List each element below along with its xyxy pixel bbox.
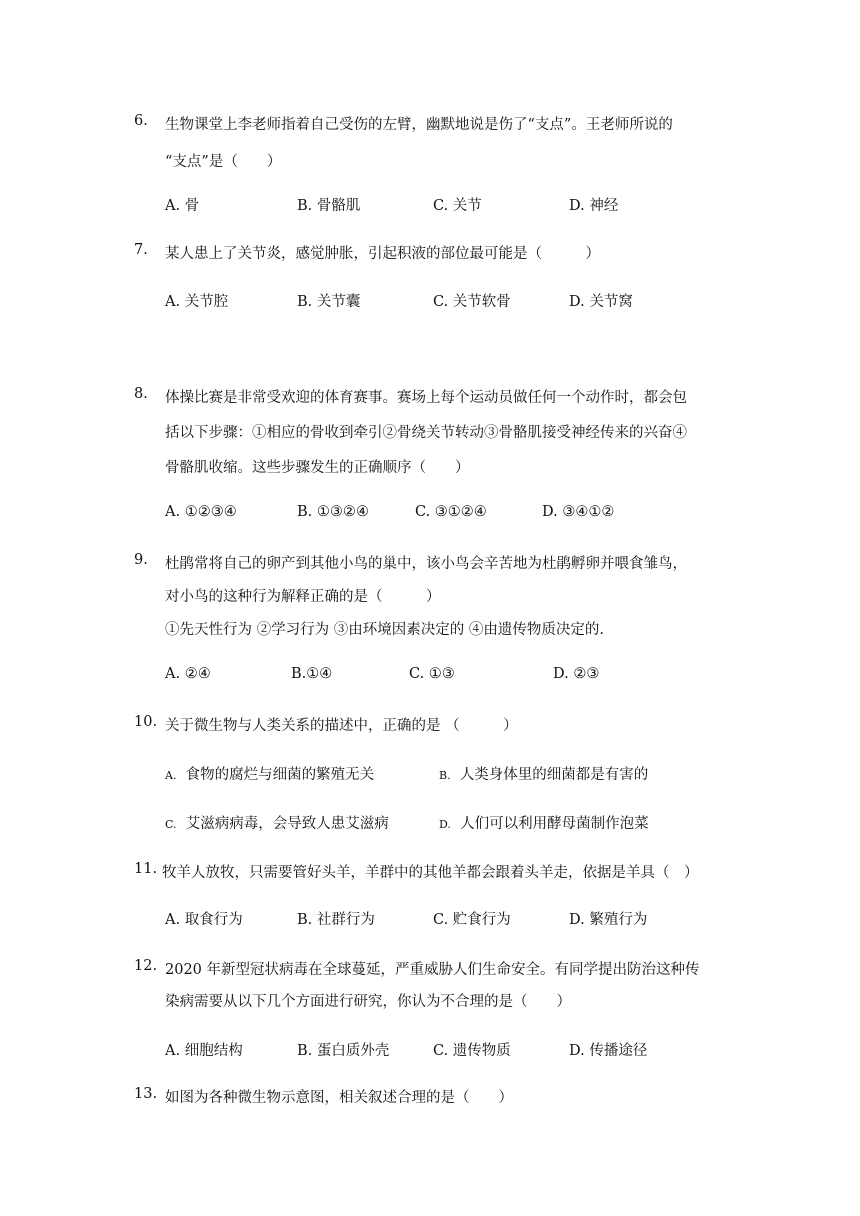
options-row — [165, 1039, 725, 1059]
options-row — [165, 194, 725, 214]
option-label: B. — [291, 666, 307, 682]
options-row — [165, 908, 725, 928]
question-number: 12. — [134, 958, 158, 974]
option-label: C. — [433, 912, 449, 928]
option-a[interactable] — [165, 908, 243, 929]
option-text: 人们可以利用酵母菌制作泡菜 — [460, 816, 649, 832]
option-text: ③④①② — [562, 504, 615, 520]
option-text: ①④ — [306, 666, 333, 682]
option-text: 蛋白质外壳 — [316, 1043, 390, 1059]
option-text: ①②③④ — [184, 504, 237, 520]
option-text: 神经 — [589, 198, 619, 214]
option-d[interactable] — [553, 666, 599, 682]
question-number: 10. — [134, 714, 158, 730]
stem-line: 2020 年新型冠状病毒在全球蔓延，严重威胁人们生命安全。有同学提出防治这种传 — [165, 962, 700, 978]
option-label: B. — [439, 769, 451, 782]
option-c[interactable] — [433, 1039, 511, 1060]
option-label: C. — [409, 666, 425, 682]
option-text: ③①②④ — [434, 504, 487, 520]
option-text: 人类身体里的细菌都是有害的 — [459, 767, 649, 783]
option-label: B. — [297, 504, 313, 520]
option-text: 社群行为 — [316, 912, 375, 928]
stem-line: 染病需要从以下几个方面进行研究，你认为不合理的是（ ） — [165, 994, 571, 1010]
option-c[interactable] — [433, 194, 482, 215]
option-label: B. — [297, 912, 313, 928]
question-number: 9. — [134, 552, 148, 568]
question-stem — [165, 113, 725, 171]
stem-line: ①先天性行为 ②学习行为 ③由环境因素决定的 ④由遗传物质决定的. — [165, 622, 604, 638]
option-label: A. — [165, 666, 181, 682]
stem-line: 括以下步骤：①相应的骨收到牵引②骨绕关节转动③骨骼肌接受神经传来的兴奋④ — [165, 425, 687, 441]
option-label: D. — [439, 818, 451, 831]
option-label: A. — [165, 294, 181, 310]
option-a[interactable] — [165, 194, 199, 215]
option-label: B. — [297, 1043, 313, 1059]
option-c[interactable] — [165, 812, 389, 833]
stem-line: 某人患上了关节炎，感觉肿胀，引起积液的部位最可能是（ ） — [165, 246, 600, 262]
question-stem — [165, 242, 725, 263]
option-label: D. — [553, 666, 569, 682]
question-stem — [165, 1086, 725, 1107]
option-d[interactable] — [439, 812, 649, 833]
question-stem — [165, 714, 725, 735]
options-row — [165, 812, 725, 832]
option-a[interactable] — [165, 666, 211, 682]
stem-line: 体操比赛是非常受欢迎的体育赛事。赛场上每个运动员做任何一个动作时，都会包 — [165, 390, 687, 406]
question-number: 13. — [134, 1086, 158, 1102]
option-d[interactable] — [569, 1039, 647, 1060]
question-stem — [165, 552, 725, 639]
option-b[interactable] — [297, 194, 360, 215]
options-row — [165, 763, 725, 783]
option-a[interactable] — [165, 290, 228, 311]
option-text: 艾滋病病毒，会导致人患艾滋病 — [185, 816, 389, 832]
stem-line: 骨骼肌收缩。这些步骤发生的正确顺序（ ） — [165, 460, 470, 476]
option-c[interactable] — [415, 504, 487, 520]
option-b[interactable] — [297, 1039, 389, 1060]
stem-line: “支点”是（ ） — [165, 154, 282, 170]
option-text: 繁殖行为 — [589, 912, 648, 928]
option-text: ②③ — [573, 666, 600, 682]
question-number: 11. — [134, 861, 158, 877]
option-a[interactable] — [165, 504, 237, 520]
option-text: ②④ — [184, 666, 211, 682]
option-b[interactable] — [439, 763, 648, 784]
option-d[interactable] — [569, 908, 647, 929]
option-label: B. — [297, 294, 313, 310]
option-label: C. — [415, 504, 431, 520]
option-d[interactable] — [542, 504, 614, 520]
stem-line: 对小鸟的这种行为解释正确的是（ ） — [165, 589, 441, 605]
question-stem — [165, 958, 725, 1011]
option-text: 细胞结构 — [184, 1043, 243, 1059]
option-label: A. — [165, 912, 181, 928]
option-label: D. — [542, 504, 558, 520]
options-row — [165, 290, 725, 310]
option-text: 骨 — [184, 198, 200, 214]
option-b[interactable] — [297, 908, 375, 929]
option-text: 关节腔 — [184, 294, 229, 310]
stem-line: 如图为各种微生物示意图，相关叙述合理的是（ ） — [165, 1090, 513, 1106]
option-c[interactable] — [409, 666, 455, 682]
option-label: C. — [433, 294, 449, 310]
option-label: A. — [165, 1043, 181, 1059]
stem-line: 生物课堂上李老师指着自己受伤的左臂，幽默地说是伤了“支点”。王老师所说的 — [165, 117, 673, 133]
question-number: 6. — [134, 113, 148, 129]
option-label: B. — [297, 198, 313, 214]
question-stem — [165, 386, 725, 477]
option-d[interactable] — [569, 194, 618, 215]
option-c[interactable] — [433, 908, 511, 929]
option-text: 骨骼肌 — [316, 198, 361, 214]
option-label: A. — [165, 769, 177, 782]
option-label: A. — [165, 198, 181, 214]
stem-line: 杜鹃常将自己的卵产到其他小鸟的巢中，该小鸟会辛苦地为杜鹃孵卵并喂食雏鸟， — [165, 556, 687, 572]
option-label: D. — [569, 1043, 585, 1059]
stem-line: 牧羊人放牧，只需要管好头羊，羊群中的其他羊都会跟着头羊走，依据是羊具（ ） — [162, 865, 699, 881]
option-text: ①③②④ — [316, 504, 369, 520]
stem-line: 关于微生物与人类关系的描述中，正确的是 （ ） — [165, 718, 518, 734]
options-row — [165, 504, 725, 524]
option-b[interactable] — [297, 290, 360, 311]
option-text: 关节窝 — [589, 294, 633, 310]
question-number: 7. — [134, 242, 148, 258]
option-text: 食物的腐烂与细菌的繁殖无关 — [185, 767, 375, 783]
option-label: D. — [569, 912, 585, 928]
option-c[interactable] — [433, 290, 511, 311]
option-text: 关节软骨 — [452, 294, 511, 310]
option-text: ①③ — [428, 666, 455, 682]
option-b[interactable] — [291, 666, 332, 682]
option-text: 遗传物质 — [452, 1043, 511, 1059]
option-label: C. — [165, 818, 177, 831]
option-text: 取食行为 — [184, 912, 243, 928]
option-a[interactable] — [165, 763, 374, 784]
option-b[interactable] — [297, 504, 369, 520]
option-text: 关节 — [452, 198, 482, 214]
options-row — [165, 666, 725, 686]
option-label: C. — [433, 198, 449, 214]
question-stem — [162, 861, 722, 882]
question-number: 8. — [134, 386, 148, 402]
option-a[interactable] — [165, 1039, 243, 1060]
option-d[interactable] — [569, 290, 633, 311]
option-label: D. — [569, 198, 585, 214]
option-label: A. — [165, 504, 181, 520]
option-text: 贮食行为 — [452, 912, 511, 928]
option-text: 传播途径 — [589, 1043, 648, 1059]
option-label: D. — [569, 294, 585, 310]
option-label: C. — [433, 1043, 449, 1059]
option-text: 关节囊 — [316, 294, 361, 310]
